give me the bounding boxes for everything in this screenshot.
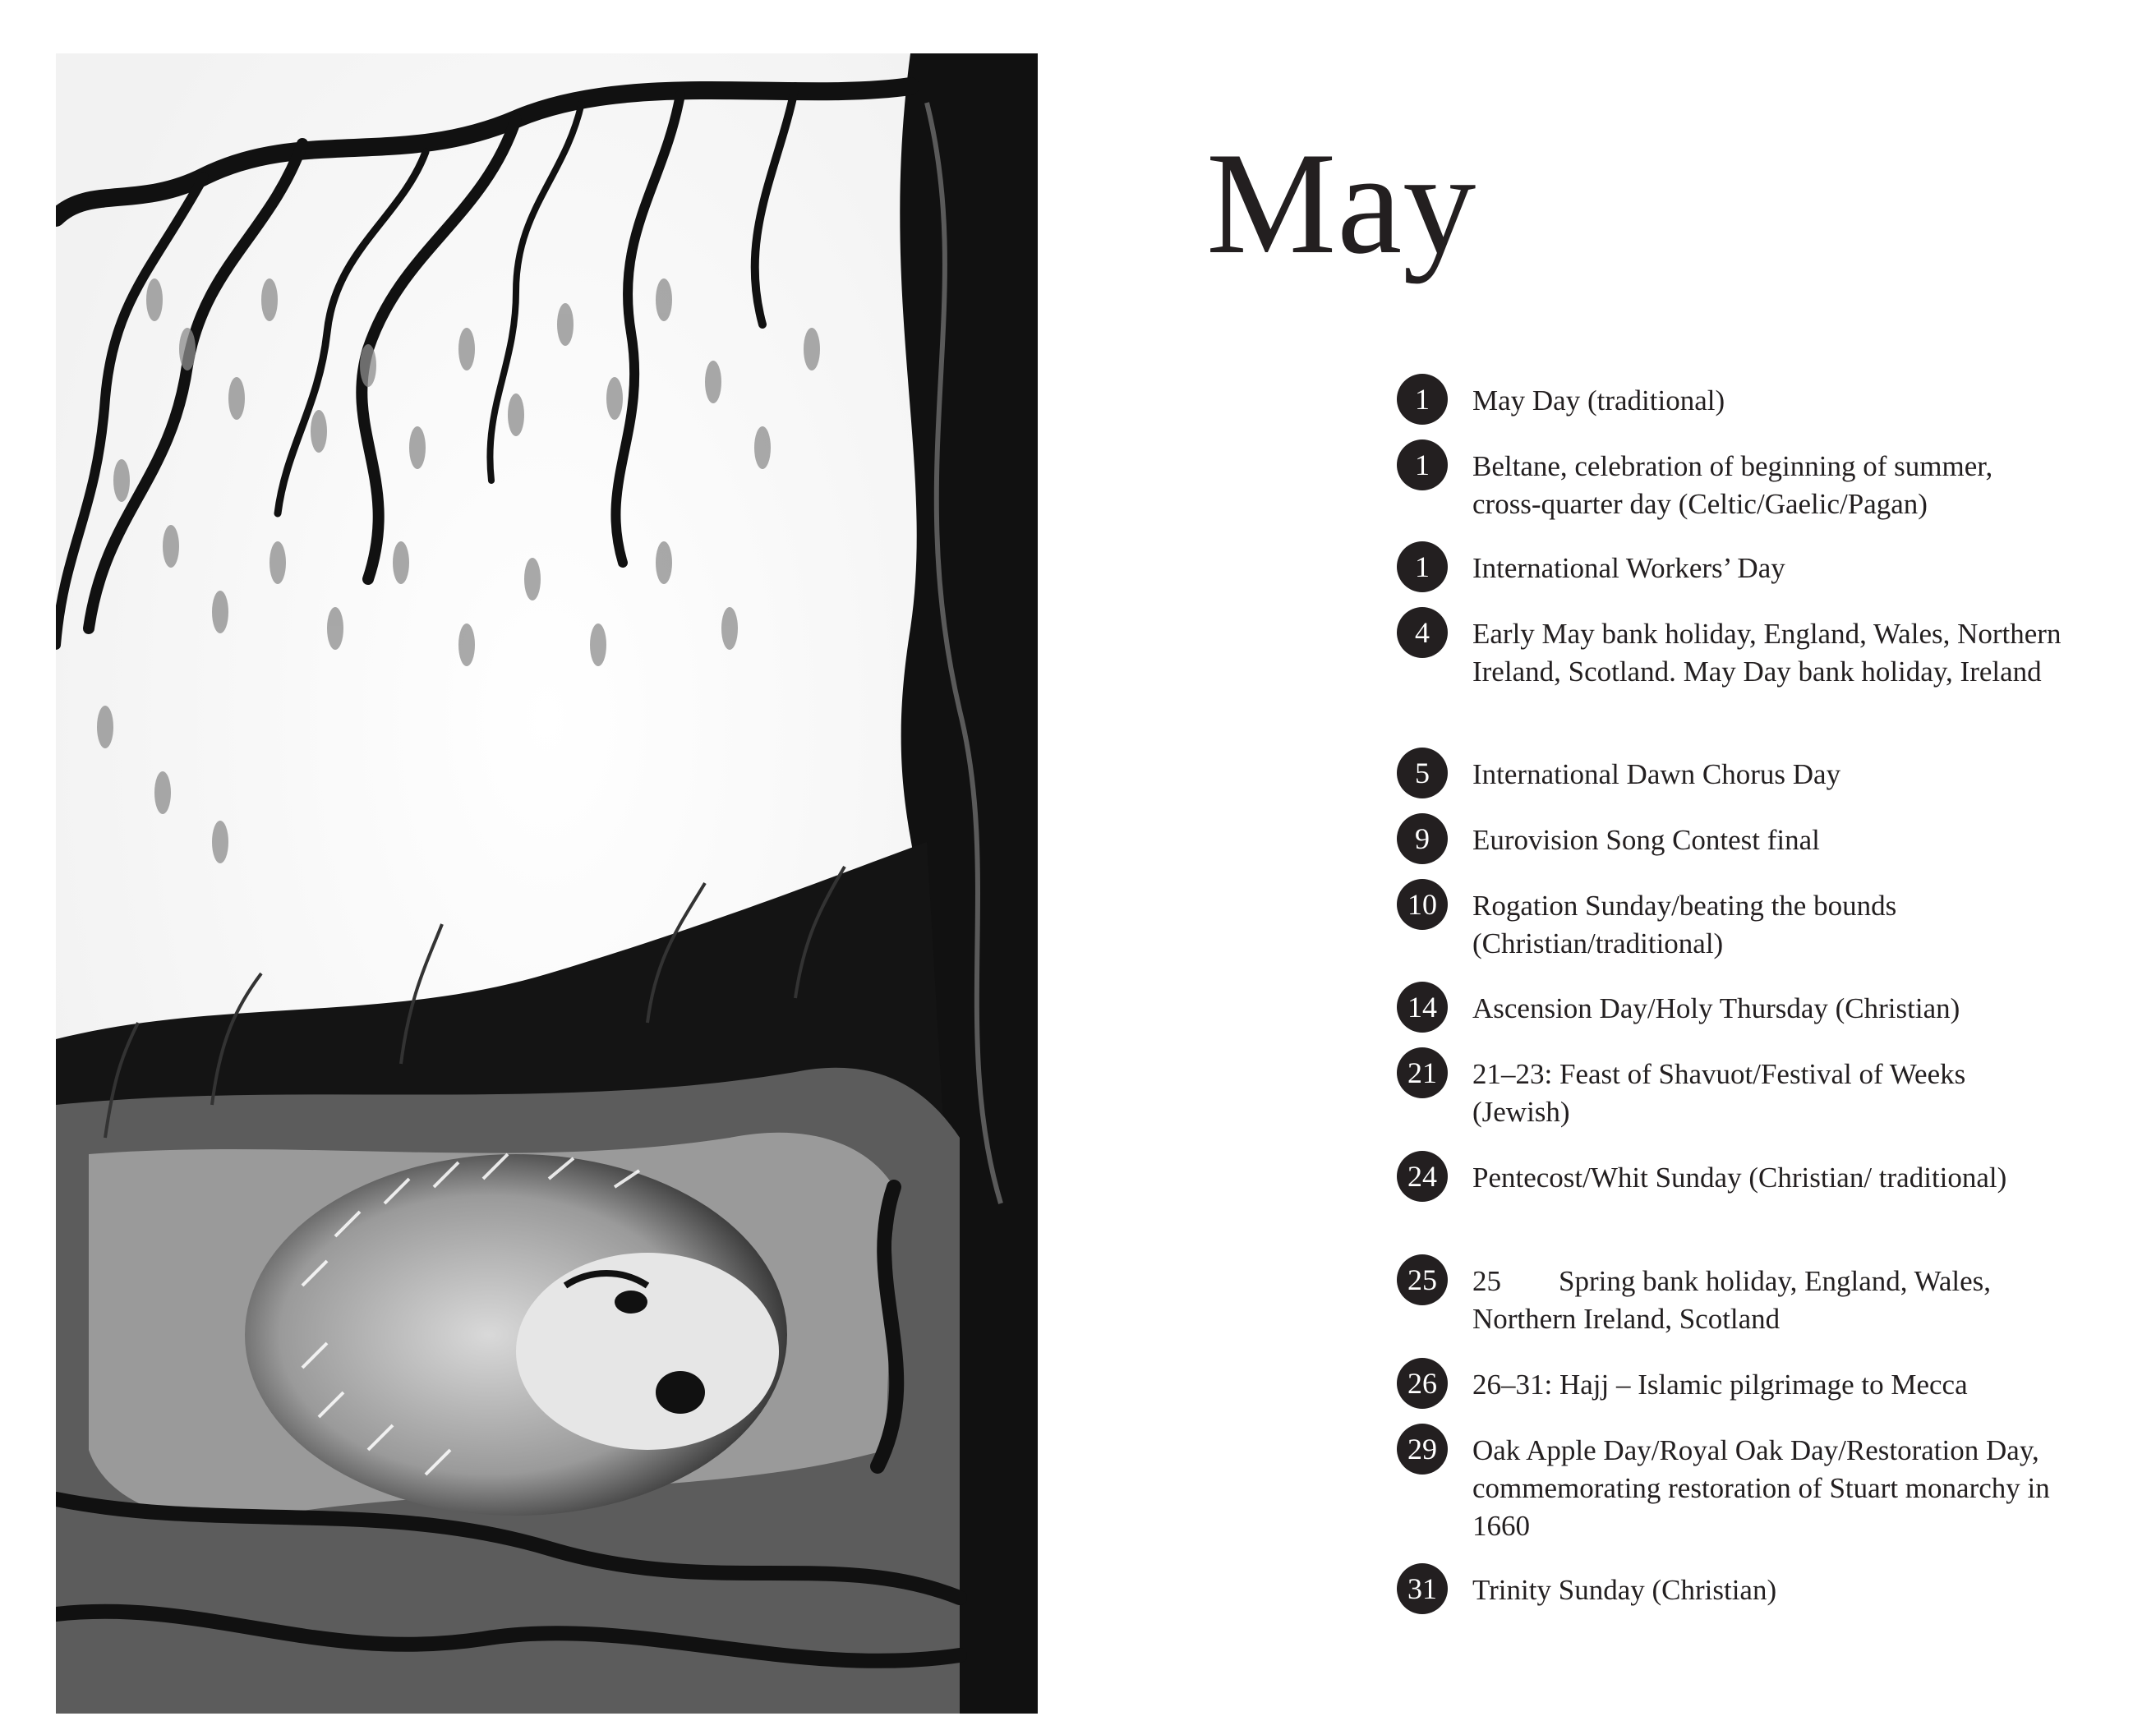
hedgehog-illustration [56, 53, 1038, 1714]
day-badge: 21 [1397, 1047, 1448, 1098]
list-item [1397, 615, 2064, 691]
event-text: Ascension Day/Holy Thursday (Christian) [1472, 992, 1960, 1024]
day-badge: 25 [1397, 1254, 1448, 1305]
day-badge: 1 [1397, 439, 1448, 490]
list-item [1397, 756, 2064, 798]
day-badge: 1 [1397, 374, 1448, 425]
day-badge: 9 [1397, 813, 1448, 864]
list-item [1397, 1056, 2064, 1131]
list-item [1397, 821, 2064, 864]
list-item [1397, 990, 2064, 1033]
event-text: Eurovision Song Contest final [1472, 824, 1820, 856]
list-item [1397, 1571, 2064, 1614]
event-text: Early May bank holiday, England, Wales, Northern Ireland, Scotland. May Day bank holiday, Ireland [1472, 618, 2062, 688]
list-item [1397, 1366, 2064, 1409]
event-text: Beltane, celebration of beginning of summer, cross-quarter day (Celtic/Gaelic/Pagan) [1472, 450, 1993, 520]
event-text: 21–23: Feast of Shavuot/Festival of Weeks (Jewish) [1472, 1058, 1966, 1128]
page-title: May [1206, 122, 1477, 284]
event-text: Pentecost/Whit Sunday (Christian/ traditional) [1472, 1162, 2007, 1194]
event-text: International Workers’ Day [1472, 552, 1785, 584]
day-badge: 29 [1397, 1424, 1448, 1475]
list-item [1397, 1263, 2064, 1338]
day-badge: 4 [1397, 607, 1448, 658]
day-badge: 31 [1397, 1563, 1448, 1614]
day-badge: 10 [1397, 879, 1448, 930]
event-text: 25 Spring bank holiday, England, Wales, Northern Ireland, Scotland [1472, 1265, 1998, 1335]
event-text: 26–31: Hajj – Islamic pilgrimage to Mecca [1472, 1369, 1968, 1401]
day-badge: 5 [1397, 748, 1448, 798]
list-item [1397, 1159, 2064, 1202]
event-text: Trinity Sunday (Christian) [1472, 1574, 1777, 1606]
day-badge: 1 [1397, 541, 1448, 592]
event-text: International Dawn Chorus Day [1472, 758, 1841, 790]
day-badge: 24 [1397, 1151, 1448, 1202]
day-badge: 26 [1397, 1358, 1448, 1409]
list-item [1397, 382, 2064, 425]
event-text: Oak Apple Day/Royal Oak Day/Restoration Day, commemorating restoration of Stuart monarchy in 1660 [1472, 1434, 2050, 1542]
list-item [1397, 887, 2064, 963]
list-item [1397, 448, 2064, 523]
list-item [1397, 550, 2064, 592]
list-item [1397, 1432, 2064, 1545]
day-badge: 14 [1397, 982, 1448, 1033]
event-text: May Day (traditional) [1472, 384, 1725, 416]
event-text: Rogation Sunday/beating the bounds (Christian/traditional) [1472, 890, 1897, 959]
